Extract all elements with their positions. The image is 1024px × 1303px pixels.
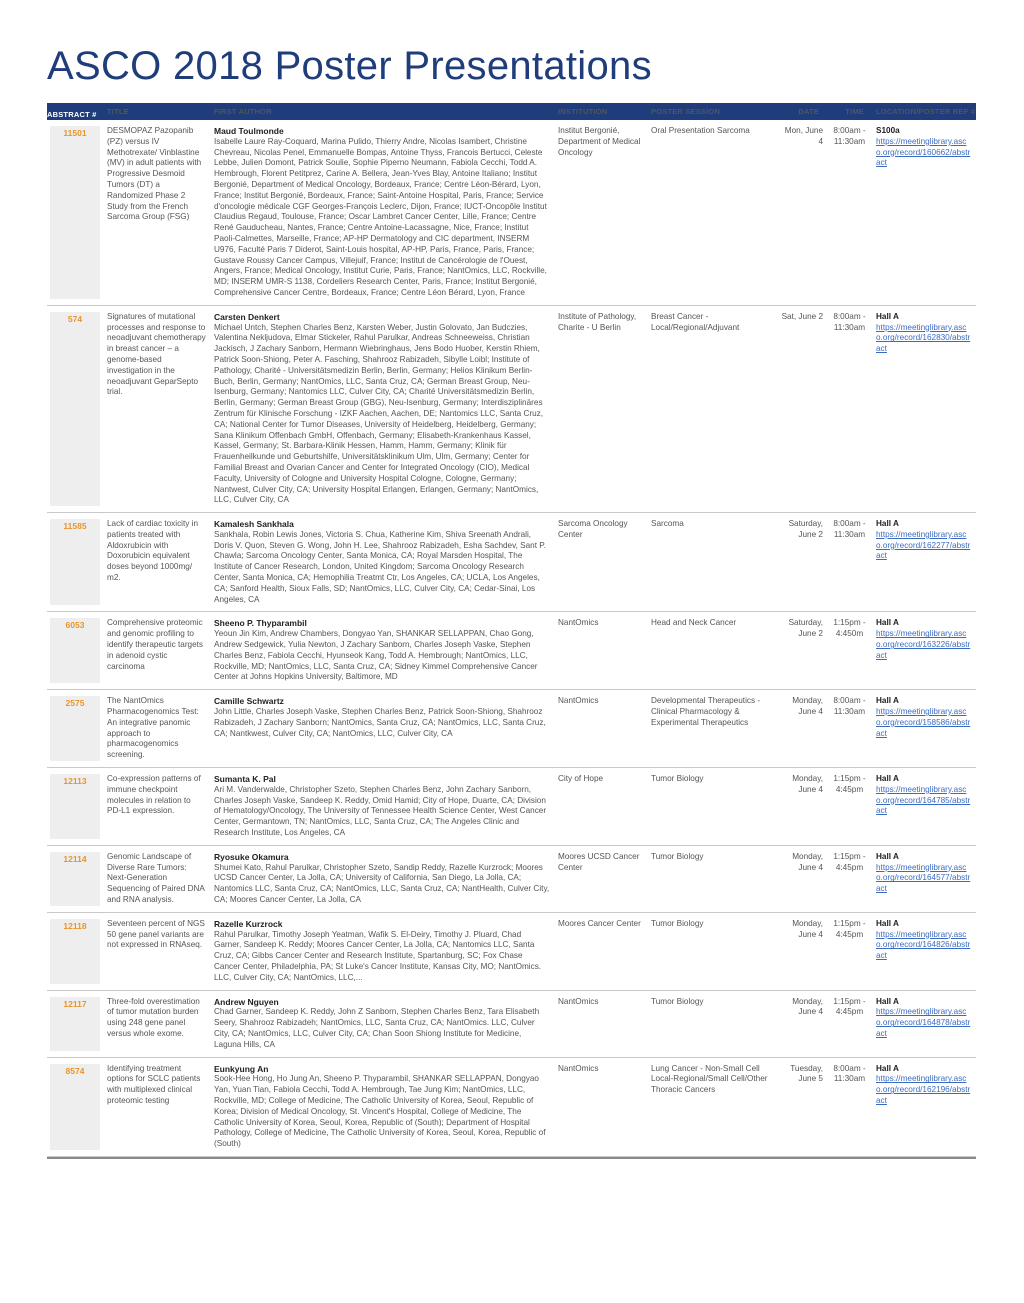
abstract-cell <box>47 120 103 305</box>
location-cell <box>872 306 976 512</box>
abstract-link[interactable]: https://meetinglibrary.asco.org/record/164785/abstract <box>876 784 971 816</box>
table-body <box>47 120 976 1157</box>
institution-cell: NantOmics <box>558 618 599 628</box>
location-cell <box>872 513 976 611</box>
date-cell: Monday, June 4 <box>792 851 823 872</box>
co-authors: Yeoun Jin Kim, Andrew Chambers, Dongyao Yan, SHANKAR SELLAPPAN, Chao Gong, Andrew Sedgewick, Yulia Newton, J Zachary Sanborn, Charles Joseph Vaske, Stephen Charles Benz, Fabiola Cecchi, Hyunseok Kang, Todd A. Hembrough; NantOmics, LLC, Rockville, MD; NantOmics, LLC, Santa Cruz, CA; Sidney Kimmel Comprehensive Cancer Center at Johns Hopkins University, Baltimore, MD <box>214 629 538 682</box>
location-cell <box>872 690 976 767</box>
first-author: Ryosuke Okamura <box>214 851 289 862</box>
author-cell <box>210 306 554 512</box>
institution-cell: Moores Cancer Center <box>558 918 641 928</box>
date-cell: Sat, June 2 <box>781 311 823 321</box>
session-cell: Tumor Biology <box>651 996 704 1006</box>
location-name: S100a <box>876 126 900 135</box>
first-author: Sumanta K. Pal <box>214 774 276 785</box>
session-cell: Head and Neck Cancer <box>651 618 737 628</box>
author-cell <box>210 768 554 845</box>
abstract-number: 8574 <box>50 1064 100 1150</box>
table-bottom-rule <box>47 1157 976 1159</box>
date-cell: Monday, June 4 <box>792 996 823 1017</box>
co-authors: Isabelle Laure Ray-Coquard, Marina Pulido, Thierry Andre, Nicolas Isambert, Christine Chevreau, Nicolas Penel, Emmanuelle Bompas, Antoine Thyss, Francois Bertucci, Celeste Lebbe, Julien Domont, Patrick Soulie, Sophie Piperno Neumann, Fabiola Cecchi, Todd A. Hembrough, Florent Petitprez, Carine A. Bellera, Jean-Yves Blay, Antoine Italiano; Institut Bergonié, Department of Medical Oncology, Bordeaux, France; Centre Léon-Bérard, Lyon, France; Institut Bergonié, Bordeaux, France; Saint-Antoine Hospital, Paris, France; Service d'oncologie médicale CGF Georges-François Leclerc, Dijon, France; IUCT-Oncopôle Institut Claudius Regaud, Toulouse, France; Oscar Lambret Cancer Center, Lille, France; Centre René Gauducheau, Nantes, France; Centre Antoine-Lacassagne, Nice, France; Institut Paoli-Calmettes, Marseille, France; AP-HP Dermatology and CIC department, INSERM U976, Faculté Paris 7 Diderot, Saint-Louis hospital, AP-HP, Paris, France, Paris, France; Gustave Roussy Cancer Campus, Villejuif, France; Institut de Cancérologie de l'Ouest, Angers, France; Medical Oncology, Institut Curie, Paris, France; NantOmics, LLC, Rockville, MD; INSERM UMR-S 1138, Cordeliers Research Center, Paris, France; Institut Bergonié, Comprehensive Cancer Centre, Bordeaux, France; Centre Léon Bérard, Lyon, France <box>214 136 547 297</box>
author-cell <box>210 513 554 611</box>
page-title: ASCO 2018 Poster Presentations <box>47 44 652 88</box>
session-cell: Lung Cancer - Non-Small Cell Local-Regional/Small Cell/Other Thoracic Cancers <box>651 1063 768 1095</box>
time-cell: 8:00am - 11:30am <box>833 696 866 717</box>
abstract-cell <box>47 306 103 512</box>
institution-cell: Sarcoma Oncology Center <box>558 519 628 539</box>
author-cell <box>210 846 554 912</box>
location-cell <box>872 991 976 1057</box>
author-cell <box>210 913 554 990</box>
header-institution: INSTITUTION <box>558 107 608 116</box>
table-row <box>47 846 976 913</box>
title-cell: Lack of cardiac toxicity in patients treated with Aldoxrubicin with Doxorubicin equivalent doses beyond 1000mg/ m2. <box>107 519 199 583</box>
abstract-link[interactable]: https://meetinglibrary.asco.org/record/162277/abstract <box>876 529 971 561</box>
header-poster-session: POSTER SESSION <box>651 107 721 116</box>
table-row <box>47 513 976 612</box>
abstract-cell <box>47 690 103 767</box>
first-author: Carsten Denkert <box>214 311 280 322</box>
first-author: Kamalesh Sankhala <box>214 519 294 530</box>
abstract-link[interactable]: https://meetinglibrary.asco.org/record/163226/abstract <box>876 629 971 660</box>
co-authors: Chad Garner, Sandeep K. Reddy, John Z Sanborn, Stephen Charles Benz, Tara Elisabeth Seery, Shahrooz Rabizadeh; NantOmics, LLC, Santa Cruz, CA; NantOmics. LLC, Culver City, CA; NantOmics, LLC, Culver City, CA; Chan Soon Shiong Institute for Medicine, Laguna Hills, CA <box>214 1007 540 1049</box>
table-row <box>47 1058 976 1157</box>
time-cell: 1:15pm - 4:45pm <box>833 918 866 939</box>
abstract-cell <box>47 1058 103 1156</box>
location-name: Hall A <box>876 311 899 321</box>
session-cell: Breast Cancer - Local/Regional/Adjuvant <box>651 311 740 332</box>
time-cell: 8:00am - 11:30am <box>833 126 866 146</box>
time-cell: 8:00am - 11:30am <box>833 311 866 332</box>
time-cell: 8:00am - 11:30am <box>833 519 866 539</box>
abstract-number: 12117 <box>50 997 100 1051</box>
abstract-number: 2575 <box>50 696 100 761</box>
header-date: DATE <box>798 107 819 116</box>
header-title: TITLE <box>107 107 129 116</box>
time-cell: 8:00am - 11:30am <box>833 1063 866 1084</box>
abstract-number: 12114 <box>50 852 100 906</box>
table-row <box>47 913 976 991</box>
co-authors: Shumei Kato, Rahul Parulkar, Christopher Szeto, Sandip Reddy, Razelle Kurzrock; Moores UCSD Cancer Center, La Jolla, CA; University of California, San Diego, La Jolla, CA; Nantomics LLC, Santa Cruz, CA; NantOmics, LLC, Santa Cruz, CA; NantHealth, Culver City, CA; Moores Cancer Center, La Jolla, CA <box>214 862 550 904</box>
header-time: TIME <box>845 107 864 116</box>
table-row <box>47 991 976 1058</box>
location-cell <box>872 768 976 845</box>
table-row <box>47 768 976 846</box>
abstract-cell <box>47 913 103 990</box>
abstract-link[interactable]: https://meetinglibrary.asco.org/record/164577/abstract <box>876 862 971 894</box>
abstract-cell <box>47 768 103 845</box>
date-cell: Mon, June 4 <box>784 126 823 146</box>
title-cell: Three-fold overestimation of tumor mutation burden using 248 gene panel versus whole exome. <box>107 996 200 1038</box>
abstract-link[interactable]: https://meetinglibrary.asco.org/record/160662/abstract <box>876 136 971 168</box>
abstract-cell <box>47 612 103 689</box>
location-cell <box>872 846 976 912</box>
abstract-link[interactable]: https://meetinglibrary.asco.org/record/158586/abstract <box>876 707 971 738</box>
first-author: Maud Toulmonde <box>214 126 284 136</box>
location-name: Hall A <box>876 918 899 928</box>
abstract-link[interactable]: https://meetinglibrary.asco.org/record/164878/abstract <box>876 1007 971 1038</box>
first-author: Eunkyung An <box>214 1063 269 1074</box>
location-name: Hall A <box>876 618 899 628</box>
location-name: Hall A <box>876 696 899 706</box>
title-cell: Co-expression patterns of immune checkpoint molecules in relation to PD-L1 expression. <box>107 774 201 816</box>
co-authors: Sankhala, Robin Lewis Jones, Victoria S. Chua, Katherine Kim, Shiva Sreenath Andrali, Doris V. Quon, Steven G. Wong, John H. Lee, Shahrooz Rabizadeh, Esha Sachdev, Sant P. Chawla; Sarcoma Oncology Center, Santa Monica, CA; Royal Marsden Hospital, The Institute of Cancer Research, London, United Kingdom; Sarcoma Oncology Research Center, Santa Monica, CA; Hemophilia Treatmt Ctr, Los Angeles, CA; UCLA, Los Angeles, CA; Sanford Health, Sioux Falls, SD; NantOmics, LLC, Culver City, CA; Cedar-Sinai, Los Angeles, CA <box>214 529 546 604</box>
header-abstract: ABSTRACT # <box>47 110 97 119</box>
author-cell <box>210 120 554 305</box>
title-cell: Genomic Landscape of Diverse Rare Tumors: Next-Generation Sequencing of Paired DNA and RNA analysis. <box>107 851 205 904</box>
location-cell <box>872 120 976 305</box>
time-cell: 1:15pm - 4:45pm <box>833 996 866 1017</box>
session-cell: Tumor Biology <box>651 918 704 928</box>
location-name: Hall A <box>876 519 899 529</box>
first-author: Andrew Nguyen <box>214 996 279 1007</box>
session-cell: Tumor Biology <box>651 851 704 861</box>
author-cell <box>210 1058 554 1156</box>
time-cell: 1:15pm - 4:45pm <box>833 774 866 794</box>
title-cell: Seventeen percent of NGS 50 gene panel variants are not expressed in RNAseq. <box>107 918 205 950</box>
location-name: Hall A <box>876 851 899 861</box>
time-cell: 1:15pm - 4:45pm <box>833 851 866 872</box>
location-cell <box>872 913 976 990</box>
title-cell: Identifying treatment options for SCLC patients with multiplexed clinical proteomic testing <box>107 1063 201 1105</box>
date-cell: Tuesday, June 5 <box>790 1063 823 1084</box>
institution-cell: Moores UCSD Cancer Center <box>558 851 640 872</box>
institution-cell: NantOmics <box>558 996 599 1006</box>
abstract-link[interactable]: https://meetinglibrary.asco.org/record/164826/abstract <box>876 929 971 961</box>
title-cell: DESMOPAZ Pazopanib (PZ) versus IV Methotrexate/ Vinblastine (MV) in adult patients with Progressive Desmoid Tumors (DT) a Randomized Phase 2 Study from the French Sarcoma Group (FSG) <box>107 126 202 222</box>
table-row <box>47 690 976 768</box>
table-header <box>47 103 976 120</box>
location-cell <box>872 1058 976 1156</box>
table-row <box>47 612 976 690</box>
location-name: Hall A <box>876 996 899 1006</box>
date-cell: Monday, June 4 <box>792 918 823 939</box>
date-cell: Saturday, June 2 <box>788 519 823 539</box>
co-authors: Michael Untch, Stephen Charles Benz, Karsten Weber, Justin Golovato, Jan Budczies, Valentina Nekljudova, Elmar Stickeler, Rahul Parulkar, Andreas Schneeweiss, Christian Jackisch, J Zachary Sanborn, Hermann Wiebringhaus, Jens Bodo Huober, Kerstin Rhiem, Patrick Soon-Shiong, Peter A. Fasching, Shahrooz Rabizadeh, Sibylle Loibl; Institute of Pathology, Charité - Universitätsmedizin Berlin, Berlin, Germany; Helios Klinikum Berlin-Buch, Berlin, Germany; NantOmics, LLC, Santa Cruz, CA; German Breast Group, Neu-Isenburg, Germany; Nantomics LLC, Culver City, CA; Charité Universitätsmedizin Berlin, Berlin, Germany; German Breast Group (GBG), Neu-Isenburg, Germany; Interdisziplinäres Zentrum für Klinische Forschung - IZKF Aachen, Aachen, DE; Nantomics LLC, Santa Cruz, CA; National Center for Tumor Diseases, University of Heidelberg, Heidelberg, Germany; Sana Klinikum Offenbach GmbH, Offenbach, Germany; Elisabeth-Krankenhaus Kassel, Kassel, Germany; St. Barbara-Klinik Hessen, Hamm, Hamm, Germany; Klinik für Frauenheilkunde und Geburtshilfe, Universitätsklinikum Ulm, Ulm, Germany; Center for Familial Breast and Ovarian Cancer and Center for Integrated Oncology (CIO), Medical Faculty, University of Cologne and University Hospital Cologne, Cologne, Germany; Nantwest, Culver City, CA; University Hospital Erlangen, Erlangen, Germany; NantOmics, LLC, Culver City, CA <box>214 322 544 505</box>
title-cell: Signatures of mutational processes and response to neoadjuvant chemotherapy in breast cancer – a genome-based investigation in the neoadjuvant GeparSepto trial. <box>107 311 206 397</box>
institution-cell: Institute of Pathology, Charite - U Berlin <box>558 311 637 332</box>
author-cell <box>210 612 554 689</box>
co-authors: Sook-Hee Hong, Ho Jung An, Sheeno P. Thyparambil, SHANKAR SELLAPPAN, Dongyao Yan, Yuan Tian, Fabiola Cecchi, Todd A. Hembrough, Tae Jung Kim; NantOmics, LLC, Rockville, MD; College of Medicine, The Catholic University of Korea, Seoul, Republic of Korea; Division of Medical Oncology, St. Vincent's Hospital, College of Medicine, The Catholic University of Korea, Seoul, Korea, Republic of (South); Department of Hospital Pathology, College of Medicine, The Catholic University of Korea, Seoul, Korea, Republic of (South) <box>214 1074 546 1149</box>
first-author: Razelle Kurzrock <box>214 918 283 929</box>
abstract-number: 11585 <box>50 519 100 605</box>
abstract-number: 12113 <box>50 774 100 839</box>
location-name: Hall A <box>876 1063 899 1073</box>
location-name: Hall A <box>876 774 899 784</box>
date-cell: Saturday, June 2 <box>788 618 823 639</box>
institution-cell: City of Hope <box>558 774 604 784</box>
co-authors: Rahul Parulkar, Timothy Joseph Yeatman, Wafik S. El-Deiry, Timothy J. Pluard, Chad Garner, Sandeep K. Reddy; Moores Cancer Center, La Jolla, CA; Nantomics LLC, Santa Cruz, CA; Gibbs Cancer Center and Research Institute, Spartanburg, SC; Fox Chase Cancer Center, Philadelphia, PA; St Luke's Cancer Institute, Kansas City, MO; NantOmics. LLC, Culver City, CA; NantOmics, LLC,... <box>214 929 542 982</box>
session-cell: Developmental Therapeutics - Clinical Pharmacology & Experimental Therapeutics <box>651 696 761 727</box>
title-cell: The NantOmics Pharmacogenomics Test: An integrative panomic approach to pharmacogenomics screening. <box>107 696 199 760</box>
first-author: Sheeno P. Thyparambil <box>214 618 307 629</box>
header-location: LOCATION/POSTER REF # <box>876 107 976 116</box>
session-cell: Sarcoma <box>651 519 684 529</box>
date-cell: Monday, June 4 <box>792 696 823 717</box>
institution-cell: NantOmics <box>558 1063 599 1073</box>
location-cell <box>872 612 976 689</box>
author-cell <box>210 991 554 1057</box>
abstract-number: 574 <box>50 312 100 506</box>
first-author: Camille Schwartz <box>214 696 284 707</box>
time-cell: 1:15pm - 4:450m <box>833 618 866 639</box>
table-row <box>47 120 976 306</box>
abstract-number: 12118 <box>50 919 100 984</box>
abstract-cell <box>47 846 103 912</box>
title-cell: Comprehensive proteomic and genomic profiling to identify therapeutic targets in adenoid cystic carcinoma <box>107 618 204 671</box>
date-cell: Monday, June 4 <box>792 774 823 794</box>
institution-cell: NantOmics <box>558 696 599 706</box>
co-authors: Ari M. Vanderwalde, Christopher Szeto, Stephen Charles Benz, John Zachary Sanborn, Charles Joseph Vaske, Sandeep K. Reddy, Omid Hamid; City of Hope, Duarte, CA; Division of Hematology/Oncology, The University of Tennessee Health Science Center, West Cancer Center, Germantown, TN; NantOmics, LLC, Santa Cruz, CA; The Angeles Clinic and Research Institute, Los Angeles, CA <box>214 784 547 838</box>
abstract-cell <box>47 991 103 1057</box>
abstract-number: 11501 <box>50 126 100 299</box>
abstract-link[interactable]: https://meetinglibrary.asco.org/record/162830/abstract <box>876 322 971 354</box>
header-first-author: FIRST AUTHOR <box>214 107 272 116</box>
institution-cell: Institut Bergonié, Department of Medical Oncology <box>558 126 641 157</box>
abstract-number: 6053 <box>50 618 100 683</box>
session-cell: Tumor Biology <box>651 774 704 784</box>
author-cell <box>210 690 554 767</box>
co-authors: John Little, Charles Joseph Vaske, Stephen Charles Benz, Patrick Soon-Shiong, Shahrooz Rabizadeh, J Zachary Sanborn; NantOmics, Santa Cruz, CA; NantOmics, LLC, Santa Cruz, CA; Nantkwest, Culver City, CA; NantOmics, LLC, Culver City, CA <box>214 707 546 738</box>
abstract-cell <box>47 513 103 611</box>
abstract-link[interactable]: https://meetinglibrary.asco.org/record/162196/abstract <box>876 1074 971 1105</box>
poster-table <box>47 103 976 1159</box>
session-cell: Oral Presentation Sarcoma <box>651 126 750 135</box>
table-row <box>47 306 976 513</box>
